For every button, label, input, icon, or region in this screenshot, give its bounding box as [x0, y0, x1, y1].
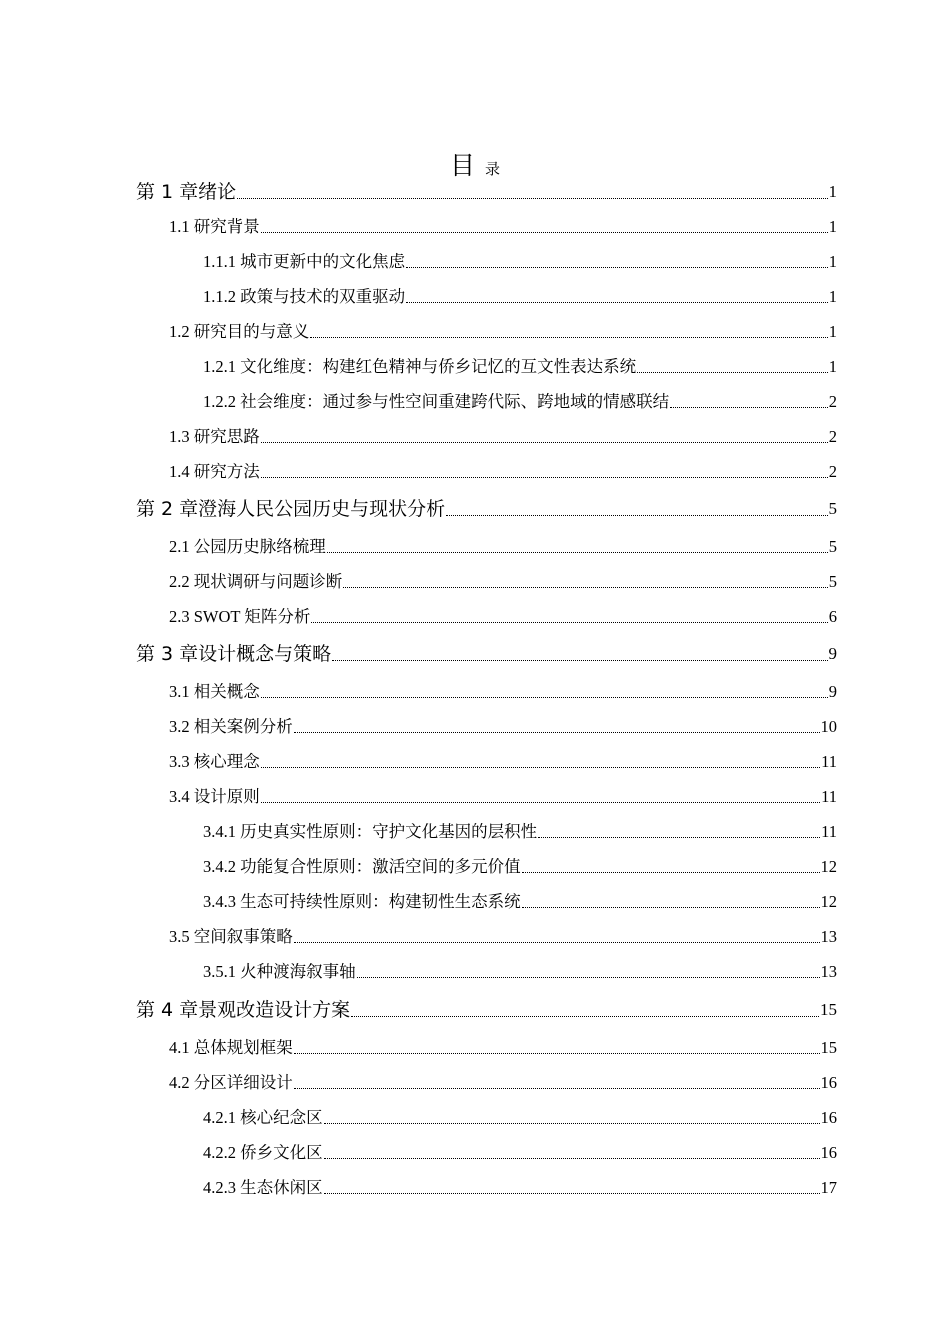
toc-entry-label: 1.2.1 文化维度：构建红色精神与侨乡记忆的互文性表达系统 [203, 357, 637, 376]
toc-title-sub: 录 [485, 160, 501, 178]
toc-entry-label: 3.5 空间叙事策略 [169, 927, 293, 946]
toc-dot-leader [324, 1193, 820, 1194]
toc-title-main: 目 [449, 151, 475, 180]
toc-dot-leader [522, 872, 820, 873]
toc-entry-label: 3.4.3 生态可持续性原则：构建韧性生态系统 [203, 892, 521, 911]
toc-chapter-entry[interactable] [136, 642, 837, 666]
toc-entry[interactable] [169, 461, 837, 483]
toc-entry-label: 1.2 研究目的与意义 [169, 322, 310, 341]
toc-entry-label: 4.2 分区详细设计 [169, 1073, 293, 1092]
toc-entry-page-number: 11 [821, 822, 837, 841]
toc-entry-page-number: 13 [820, 962, 837, 981]
toc-dot-leader [406, 267, 828, 268]
toc-entry-page-number: 2 [828, 392, 837, 411]
toc-entry[interactable] [169, 786, 837, 808]
toc-entry-label: 第 3 章设计概念与策略 [136, 643, 332, 665]
toc-entry-page-number: 9 [828, 644, 837, 663]
toc-entry[interactable] [203, 856, 837, 878]
toc-entry-page-number: 15 [820, 1038, 837, 1057]
toc-entry[interactable] [203, 391, 837, 413]
toc-entry[interactable] [203, 251, 837, 273]
toc-entry[interactable] [203, 286, 837, 308]
toc-entry-label: 3.4 设计原则 [169, 787, 260, 806]
toc-entry[interactable] [169, 606, 837, 628]
toc-entry-page-number: 5 [828, 537, 837, 556]
toc-entry-page-number: 11 [821, 752, 837, 771]
toc-entry[interactable] [203, 1142, 837, 1164]
toc-dot-leader [357, 977, 820, 978]
toc-entry[interactable] [203, 356, 837, 378]
toc-entry[interactable] [169, 751, 837, 773]
toc-entry-label: 4.1 总体规划框架 [169, 1038, 293, 1057]
toc-entry-page-number: 1 [828, 252, 837, 271]
toc-entry-label: 3.3 核心理念 [169, 752, 260, 771]
toc-entry[interactable] [169, 926, 837, 948]
toc-entry-label: 1.4 研究方法 [169, 462, 260, 481]
toc-dot-leader [261, 477, 828, 478]
toc-entry-page-number: 16 [820, 1143, 837, 1162]
toc-entry-label: 3.2 相关案例分析 [169, 717, 293, 736]
toc-dot-leader [261, 802, 820, 803]
toc-dot-leader [294, 1053, 820, 1054]
toc-entry-page-number: 11 [821, 787, 837, 806]
toc-entry-page-number: 2 [828, 462, 837, 481]
toc-entry[interactable] [169, 1037, 837, 1059]
toc-entry-label: 3.1 相关概念 [169, 682, 260, 701]
toc-entry-label: 第 2 章澄海人民公园历史与现状分析 [136, 498, 446, 520]
toc-dot-leader [294, 1088, 820, 1089]
toc-entry[interactable] [203, 1177, 837, 1199]
toc-entry-page-number: 6 [828, 607, 837, 626]
toc-dot-leader [261, 442, 828, 443]
toc-entry[interactable] [169, 216, 837, 238]
toc-entry[interactable] [169, 536, 837, 558]
toc-entry-page-number: 17 [820, 1178, 837, 1197]
toc-entry-label: 1.3 研究思路 [169, 427, 260, 446]
toc-entry-label: 2.2 现状调研与问题诊断 [169, 572, 343, 591]
toc-dot-leader [294, 942, 820, 943]
toc-entry-page-number: 1 [828, 217, 837, 236]
toc-entry[interactable] [203, 961, 837, 983]
toc-dot-leader [351, 1016, 819, 1017]
toc-dot-leader [294, 732, 820, 733]
toc-entry[interactable] [203, 891, 837, 913]
toc-dot-leader [538, 837, 820, 838]
toc-dot-leader [343, 587, 828, 588]
toc-dot-leader [261, 767, 820, 768]
toc-dot-leader [324, 1158, 820, 1159]
toc-entry-label: 4.2.3 生态休闲区 [203, 1178, 323, 1197]
toc-entry[interactable] [169, 571, 837, 593]
toc-entry-label: 第 1 章绪论 [136, 181, 237, 203]
toc-entry-label: 1.1.2 政策与技术的双重驱动 [203, 287, 406, 306]
toc-dot-leader [237, 198, 827, 199]
toc-chapter-entry[interactable] [136, 180, 837, 204]
toc-dot-leader [637, 372, 828, 373]
toc-dot-leader [261, 697, 828, 698]
toc-entry-page-number: 5 [828, 499, 837, 518]
toc-entry-page-number: 12 [820, 857, 837, 876]
toc-entry-page-number: 13 [820, 927, 837, 946]
toc-dot-leader [332, 660, 827, 661]
toc-entry-page-number: 15 [820, 1000, 837, 1019]
toc-entry-page-number: 1 [828, 287, 837, 306]
toc-chapter-entry[interactable] [136, 497, 837, 521]
toc-entry-label: 3.4.2 功能复合性原则：激活空间的多元价值 [203, 857, 521, 876]
toc-entry[interactable] [169, 1072, 837, 1094]
toc-dot-leader [522, 907, 820, 908]
toc-entry-label: 3.5.1 火种渡海叙事轴 [203, 962, 356, 981]
toc-dot-leader [261, 232, 828, 233]
toc-dot-leader [311, 622, 827, 623]
toc-entry-label: 4.2.1 核心纪念区 [203, 1108, 323, 1127]
toc-entry[interactable] [203, 821, 837, 843]
toc-entry-page-number: 10 [820, 717, 837, 736]
toc-entry-label: 1.2.2 社会维度：通过参与性空间重建跨代际、跨地域的情感联结 [203, 392, 670, 411]
toc-entry-page-number: 2 [828, 427, 837, 446]
toc-entry-label: 2.1 公园历史脉络梳理 [169, 537, 326, 556]
toc-entry[interactable] [169, 716, 837, 738]
toc-entry-label: 1.1.1 城市更新中的文化焦虑 [203, 252, 406, 271]
toc-entry[interactable] [203, 1107, 837, 1129]
toc-entry-page-number: 16 [820, 1108, 837, 1127]
toc-entry-label: 3.4.1 历史真实性原则：守护文化基因的层积性 [203, 822, 538, 841]
toc-entry[interactable] [169, 321, 837, 343]
toc-entry-page-number: 12 [820, 892, 837, 911]
toc-entry-page-number: 9 [828, 682, 837, 701]
toc-entry-label: 1.1 研究背景 [169, 217, 260, 236]
toc-entry-page-number: 1 [828, 357, 837, 376]
toc-dot-leader [324, 1123, 820, 1124]
toc-dot-leader [670, 407, 828, 408]
toc-dot-leader [310, 337, 828, 338]
toc-entry-label: 第 4 章景观改造设计方案 [136, 999, 351, 1021]
toc-entry-page-number: 1 [828, 322, 837, 341]
toc-entry-label: 2.3 SWOT 矩阵分析 [169, 607, 311, 626]
toc-dot-leader [446, 515, 827, 516]
toc-entry-page-number: 5 [828, 572, 837, 591]
toc-entry-page-number: 16 [820, 1073, 837, 1092]
toc-entry-page-number: 1 [828, 182, 837, 201]
toc-entry[interactable] [169, 426, 837, 448]
toc-dot-leader [327, 552, 828, 553]
toc-entry-label: 4.2.2 侨乡文化区 [203, 1143, 323, 1162]
toc-chapter-entry[interactable] [136, 998, 837, 1022]
toc-entry[interactable] [169, 681, 837, 703]
toc-dot-leader [406, 302, 828, 303]
